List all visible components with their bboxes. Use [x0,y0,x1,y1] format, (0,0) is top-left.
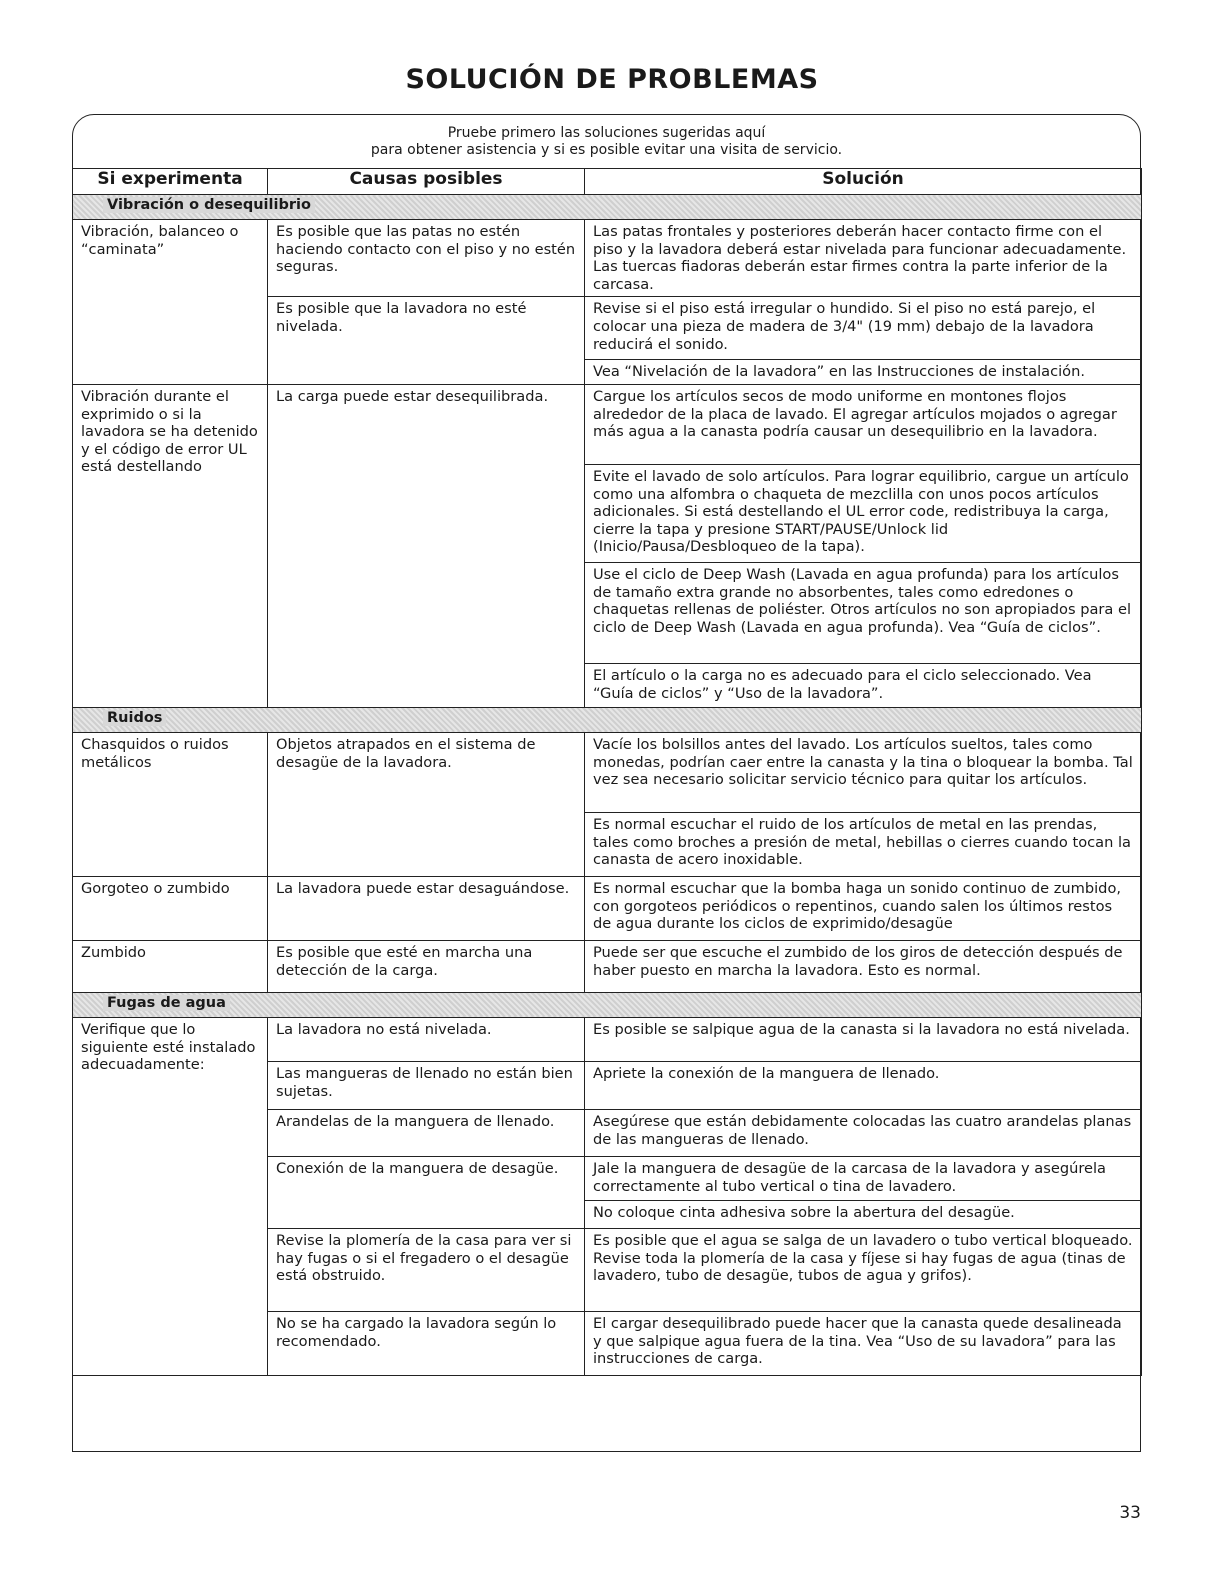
cause-cell: Objetos atrapados en el sistema de desagüe de la lavadora. [268,732,585,876]
intro-text [72,125,1141,159]
experience-cell: Vibración, balanceo o “caminata” [73,220,268,385]
experience-cell: Chasquidos o ruidos metálicos [73,732,268,876]
cause-cell: Arandelas de la manguera de llenado. [268,1109,585,1156]
header-experience: Si experimenta [73,169,268,195]
cause-cell: La lavadora puede estar desaguándose. [268,876,585,940]
section-row [73,195,1142,220]
solution-cell: Vacíe los bolsillos antes del lavado. Los artículos sueltos, tales como monedas, podrían caer entre la canasta y la tina o bloquear la bomba. Tal vez sea necesario solicitar servicio técnico para quitar los artículos. [585,732,1142,812]
page-title: SOLUCIÓN DE PROBLEMAS [405,64,819,95]
solution-cell: Cargue los artículos secos de modo uniforme en montones flojos alrededor de la placa de lavado. El agregar artículos mojados o agregar más agua a la canasta podría causar un desequilibrio en la lavadora. [585,384,1142,464]
solution-cell: Es normal escuchar el ruido de los artículos de metal en las prendas, tales como broches a presión de metal, hebillas o cierres cuando tocan la canasta de acero inoxidable. [585,812,1142,876]
solution-cell: Evite el lavado de solo artículos. Para lograr equilibrio, cargue un artículo como una alfombra o chaqueta de mezclilla con unos pocos artículos adicionales. Si está destellando el UL error code, redistribuya la carga, cierre la tapa y presione START/PAUSE/Unlock lid (Inicio/Pausa/Desbloqueo de la tapa). [585,464,1142,562]
cause-cell: Las mangueras de llenado no están bien sujetas. [268,1061,585,1109]
solution-cell: Jale la manguera de desagüe de la carcasa de la lavadora y asegúrela correctamente al tubo vertical o tina de lavadero. [585,1156,1142,1200]
solution-cell: Use el ciclo de Deep Wash (Lavada en agua profunda) para los artículos de tamaño extra grande no absorbentes, tales como edredones o chaquetas rellenas de poliéster. Otros artículos no son apropiados para el ciclo de Deep Wash (Lavada en agua profunda). Vea “Guía de ciclos”. [585,562,1142,663]
solution-cell: No coloque cinta adhesiva sobre la abertura del desagüe. [585,1200,1142,1228]
section-leaks: Fugas de agua [103,995,230,1011]
intro-line-1: Pruebe primero las soluciones sugeridas aquí [447,125,766,141]
solution-cell: El artículo o la carga no es adecuado para el ciclo seleccionado. Vea “Guía de ciclos” y “Uso de la lavadora”. [585,663,1142,707]
table-row [73,384,1142,464]
page-number: 33 [1119,1503,1141,1523]
table-row [73,876,1142,940]
solution-cell: Puede ser que escuche el zumbido de los giros de detección después de haber puesto en marcha la lavadora. Esto es normal. [585,940,1142,992]
experience-cell: Zumbido [73,940,268,992]
cause-cell: Es posible que la lavadora no esté nivelada. [268,297,585,385]
header-causes: Causas posibles [268,169,585,195]
section-noise: Ruidos [103,710,166,726]
solution-cell: Es posible se salpique agua de la canasta si la lavadora no está nivelada. [585,1017,1142,1061]
cause-cell: La lavadora no está nivelada. [268,1017,585,1061]
experience-cell: Gorgoteo o zumbido [73,876,268,940]
table-row [73,732,1142,812]
experience-cell: Verifique que lo siguiente esté instalado adecuadamente: [73,1017,268,1375]
table-row [73,940,1142,992]
cause-cell: No se ha cargado la lavadora según lo recomendado. [268,1311,585,1375]
table-row [73,220,1142,297]
solution-cell: Es normal escuchar que la bomba haga un sonido continuo de zumbido, con gorgoteos periódicos o repentinos, cuando salen los últimos restos de agua durante los ciclos de exprimido/desagüe [585,876,1142,940]
experience-cell: Vibración durante el exprimido o si la lavadora se ha detenido y el código de error UL está destellando [73,384,268,707]
cause-cell: Es posible que las patas no estén haciendo contacto con el piso y no estén seguras. [268,220,585,297]
solution-cell: El cargar desequilibrado puede hacer que la canasta quede desalineada y que salpique agua fuera de la tina. Vea “Uso de su lavadora” para las instrucciones de carga. [585,1311,1142,1375]
solution-cell: Revise si el piso está irregular o hundido. Si el piso no está parejo, el colocar una pieza de madera de 3/4" (19 mm) debajo de la lavadora reducirá el sonido. [585,297,1142,360]
header-row [73,169,1142,195]
table-row [73,1017,1142,1061]
header-solution: Solución [585,169,1142,195]
troubleshooting-table [72,168,1142,1376]
intro-line-2: para obtener asistencia y si es posible evitar una visita de servicio. [370,142,843,158]
solution-cell: Las patas frontales y posteriores deberán hacer contacto firme con el piso y la lavadora deberá estar nivelada para funcionar adecuadamente. Las tuercas fiadoras deberán estar firmes contra la parte inferior de la carcasa. [585,220,1142,297]
solution-cell: Es posible que el agua se salga de un lavadero o tubo vertical bloqueado. Revise toda la plomería de la casa y fíjese si hay fugas de agua (tinas de lavadero, tubo de desagüe, tubos de agua y grifos). [585,1228,1142,1311]
section-row [73,707,1142,732]
cause-cell: Revise la plomería de la casa para ver si hay fugas o si el fregadero o el desagüe está obstruido. [268,1228,585,1311]
section-vibration: Vibración o desequilibrio [103,197,315,213]
solution-cell: Apriete la conexión de la manguera de llenado. [585,1061,1142,1109]
solution-cell: Asegúrese que están debidamente colocadas las cuatro arandelas planas de las mangueras de llenado. [585,1109,1142,1156]
solution-cell: Vea “Nivelación de la lavadora” en las Instrucciones de instalación. [585,360,1142,385]
cause-cell: La carga puede estar desequilibrada. [268,384,585,707]
section-row [73,992,1142,1017]
cause-cell: Es posible que esté en marcha una detección de la carga. [268,940,585,992]
cause-cell: Conexión de la manguera de desagüe. [268,1156,585,1228]
